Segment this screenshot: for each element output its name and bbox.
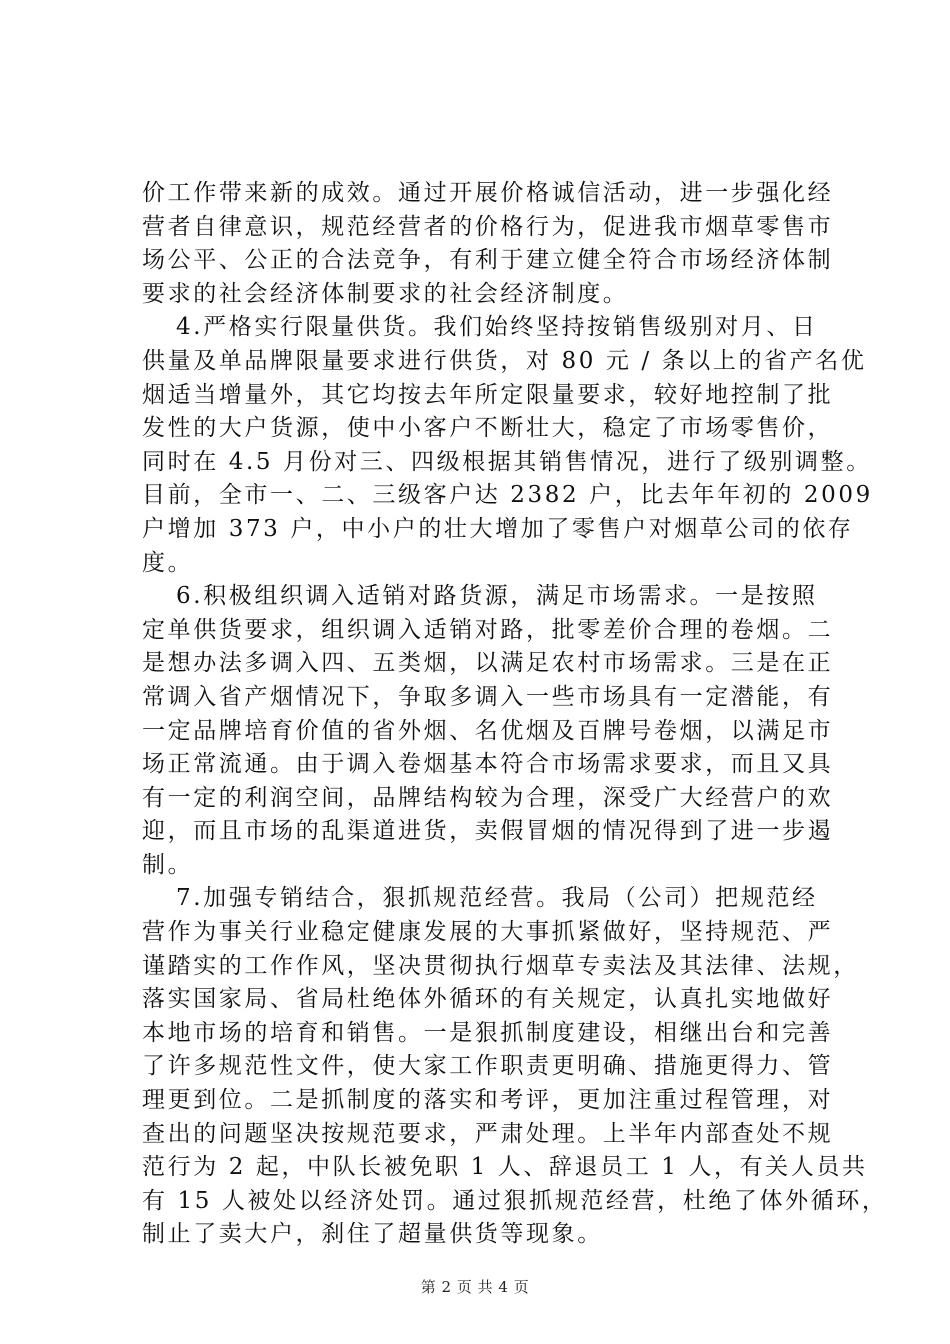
text-line: 常调入省产烟情况下，争取多调入一些市场具有一定潜能，有: [142, 683, 834, 710]
text-line: 6.积极组织调入适销对路货源，满足市场需求。一是按照: [176, 583, 818, 610]
text-line: 范行为 2 起，中队长被免职 1 人、辞退员工 1 人，有关人员共: [142, 1154, 868, 1181]
text-line: 营作为事关行业稳定健康发展的大事抓紧做好，坚持规范、严: [142, 919, 834, 946]
text-line: 目前，全市一、二、三级客户达 2382 户，比去年年初的 2009: [142, 482, 873, 509]
text-line: 4.严格实行限量供货。我们始终坚持按销售级别对月、日: [176, 314, 818, 341]
text-line: 制止了卖大户，刹住了超量供货等现象。: [142, 1221, 603, 1248]
text-line: 一定品牌培育价值的省外烟、名优烟及百牌号卷烟，以满足市: [142, 717, 834, 744]
text-line: 有 15 人被处以经济处罚。通过狠抓规范经营，杜绝了体外循环，: [142, 1187, 888, 1214]
text-line: 本地市场的培育和销售。一是狠抓制度建设，相继出台和完善: [142, 1019, 834, 1046]
page-footer: 第 2 页 共 4 页: [420, 1278, 530, 1296]
text-line: 价工作带来新的成效。通过开展价格诚信活动，进一步强化经: [142, 180, 834, 206]
text-line: 7.加强专销结合，狠抓规范经营。我局（公司）把规范经: [176, 885, 818, 912]
text-line: 烟适当增量外，其它均按去年所定限量要求，较好地控制了批: [142, 381, 834, 408]
text-line: 同时在 4.5 月份对三、四级根据其销售情况，进行了级别调整。: [142, 448, 872, 475]
text-line: 度。: [142, 549, 194, 576]
text-line: 是想办法多调入四、五类烟，以满足农村市场需求。三是在正: [142, 650, 834, 677]
text-line: 发性的大户货源，使中小客户不断壮大，稳定了市场零售价，: [142, 415, 834, 442]
text-line: 谨踏实的工作作风，坚决贯彻执行烟草专卖法及其法律、法规，: [142, 952, 859, 979]
text-line: 场公平、公正的合法竞争，有利于建立健全符合市场经济体制: [142, 247, 834, 274]
document-body: [142, 177, 888, 1252]
text-line: 要求的社会经济体制要求的社会经济制度。: [142, 280, 629, 307]
text-line: 迎，而且市场的乱渠道进货，卖假冒烟的情况得到了进一步遏: [142, 818, 834, 845]
text-line: 营者自律意识，规范经营者的价格行为，促进我市烟草零售市: [142, 213, 834, 240]
text-line: 定单供货要求，组织调入适销对路，批零差价合理的卷烟。二: [142, 616, 834, 643]
text-line: 户增加 373 户，中小户的壮大增加了零售户对烟草公司的依存: [142, 515, 854, 542]
text-line: 理更到位。二是抓制度的落实和考评，更加注重过程管理，对: [142, 1087, 834, 1114]
text-line: 落实国家局、省局杜绝体外循环的有关规定，认真扎实地做好: [142, 986, 834, 1013]
text-line: 查出的问题坚决按规范要求，严肃处理。上半年内部查处不规: [142, 1120, 834, 1147]
text-line: 了许多规范性文件，使大家工作职责更明确、措施更得力、管: [142, 1053, 834, 1080]
text-line: 场正常流通。由于调入卷烟基本符合市场需求要求，而且又具: [142, 751, 834, 778]
text-line: 供量及单品牌限量要求进行供货，对 80 元 / 条以上的省产名优: [142, 347, 867, 374]
text-line: 制。: [142, 851, 194, 878]
text-line: 有一定的利润空间，品牌结构较为合理，深受广大经营户的欢: [142, 784, 834, 811]
